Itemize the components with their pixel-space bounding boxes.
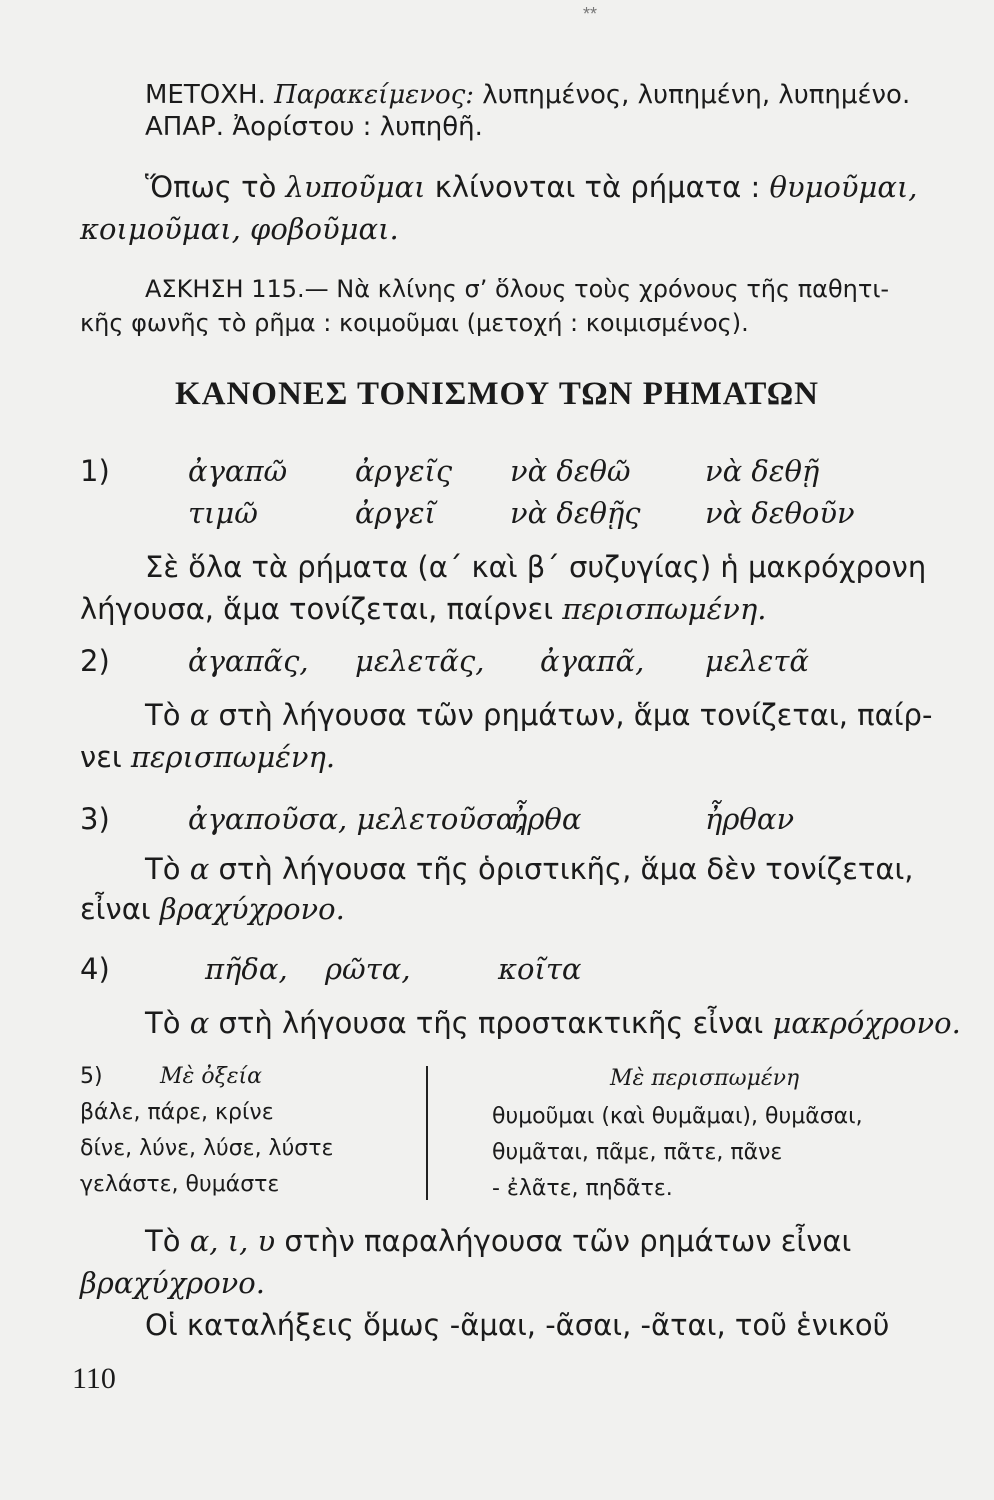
conjugate-lead: Ὅπως τὸ — [145, 170, 277, 204]
conjugate-verb: λυποῦμαι — [285, 170, 426, 204]
rule1-word: νὰ δεθοῦν — [705, 496, 855, 530]
rule4-text1a: Τὸ — [145, 1006, 181, 1040]
rule4-text1c: στὴ λήγουσα τῆς προστακτικῆς εἶναι — [218, 1006, 764, 1040]
rule4-text1d: μακρόχρονο. — [772, 1006, 961, 1040]
rule1-text2a: λήγουσα, ἅμα τονίζεται, παίρνει — [80, 592, 554, 626]
rule3-text2 — [80, 890, 345, 928]
closing-line1 — [145, 1222, 851, 1260]
rule2-word: μελετᾶ — [705, 644, 809, 678]
rule5-right-title: Μὲ περισπωμένη — [610, 1066, 800, 1091]
rule4-word: πῆδα, — [205, 952, 288, 986]
rule5-number: 5) — [80, 1064, 103, 1089]
rule5-left-item: δίνε, λύνε, λύσε, λύστε — [80, 1136, 334, 1161]
rule3-word: ἀγαποῦσα, μελετοῦσα, — [188, 802, 525, 836]
metoxi-line — [145, 78, 910, 112]
rule4-number: 4) — [80, 952, 110, 986]
rule5-left-item: βάλε, πάρε, κρίνε — [80, 1100, 274, 1125]
top-mark: ** — [583, 4, 598, 24]
section-heading: ΚΑΝΟΝΕΣ ΤΟΝΙΣΜΟΥ ΤΩΝ ΡΗΜΑΤΩΝ — [174, 376, 820, 412]
rule3-text1c: στὴ λήγουσα τῆς ὁριστικῆς, ἅμα δὲν τονίζεται, — [218, 852, 914, 886]
rule3-number: 3) — [80, 802, 110, 836]
rule1-text2b: περισπωμένη. — [562, 592, 767, 626]
rule1-word: ἀργεῖς — [355, 454, 453, 488]
column-divider — [426, 1066, 428, 1200]
rule1-word: τιμῶ — [188, 496, 258, 530]
exercise-line1: ΑΣΚΗΣΗ 115.— Νὰ κλίνης σ’ ὅλους τοὺς χρόνους τῆς παθητι- — [145, 275, 890, 303]
rule3-word: ἦρθαν — [705, 802, 795, 836]
rule2-text2b: περισπωμένη. — [130, 740, 336, 774]
rule3-text2a: εἶναι — [80, 892, 151, 926]
conjugate-note-line1 — [145, 168, 918, 206]
rule4-text1 — [145, 1004, 961, 1042]
page-number: 110 — [72, 1362, 116, 1395]
rule2-text1 — [145, 696, 932, 734]
rule1-word: νὰ δεθῶ — [510, 454, 631, 488]
metoxi-forms: λυπημένος, λυπημένη, λυπημένο. — [482, 80, 911, 110]
rule1-number: 1) — [80, 454, 110, 488]
rule1-word: ἀργεῖ — [355, 496, 436, 530]
rule5-left-item: γελάστε, θυμάστε — [80, 1172, 280, 1197]
exercise-line2: κῆς φωνῆς τὸ ρῆμα : κοιμοῦμαι (μετοχή : κοιμισμένος). — [80, 309, 749, 337]
rule3-text1a: Τὸ — [145, 852, 181, 886]
apar-label: ΑΠΑΡ. — [145, 112, 225, 142]
rule2-text1c: στὴ λήγουσα τῶν ρημάτων, ἅμα τονίζεται, παίρ- — [218, 698, 933, 732]
closing-line1b: α, ι, υ — [189, 1224, 276, 1258]
rule1-text2 — [80, 590, 766, 628]
rule2-word: ἀγαπᾶς, — [188, 644, 309, 678]
rule4-word: ρῶτα, — [325, 952, 411, 986]
rule3-text1 — [145, 850, 914, 888]
conjugate-verbs1: θυμοῦμαι, — [769, 170, 918, 204]
rule4-word: κοῖτα — [498, 952, 582, 986]
rule2-text1a: Τὸ — [145, 698, 181, 732]
rule5-right-item: θυμᾶται, πᾶμε, πᾶτε, πᾶνε — [492, 1140, 783, 1165]
metoxi-label: ΜΕΤΟΧΗ. — [145, 80, 266, 110]
apar-text: Ἀορίστου : λυπηθῆ. — [232, 112, 483, 142]
metoxi-tense: Παρακείμενος: — [274, 80, 475, 110]
closing-line1c: στὴν παραλήγουσα τῶν ρημάτων εἶναι — [284, 1224, 852, 1258]
rule2-word: ἀγαπᾶ, — [540, 644, 645, 678]
apar-line — [145, 110, 483, 144]
closing-line3: Οἱ καταλήξεις ὅμως -ᾶμαι, -ᾶσαι, -ᾶται, τοῦ ἑνικοῦ — [145, 1308, 890, 1342]
rule5-left-title: Μὲ ὀξεία — [160, 1064, 262, 1089]
rule2-word: μελετᾶς, — [355, 644, 485, 678]
rule2-text2a: νει — [80, 740, 122, 774]
rule2-text1b: α — [189, 698, 210, 732]
rule1-word: νὰ δεθῇ — [705, 454, 820, 488]
closing-line2: βραχύχρονο. — [80, 1266, 265, 1300]
rule1-word: ἀγαπῶ — [188, 454, 288, 488]
rule1-word: νὰ δεθῇς — [510, 496, 641, 530]
rule5-right-item: θυμοῦμαι (καὶ θυμᾶμαι), θυμᾶσαι, — [492, 1104, 863, 1129]
closing-line1a: Τὸ — [145, 1224, 181, 1258]
conjugate-note-line2: κοιμοῦμαι, φοβοῦμαι. — [80, 212, 399, 246]
rule3-word: ἦρθα — [510, 802, 582, 836]
rule2-text2 — [80, 738, 335, 776]
rule2-number: 2) — [80, 644, 110, 678]
rule3-text1b: α — [189, 852, 210, 886]
rule4-text1b: α — [189, 1006, 210, 1040]
rule1-text1: Σὲ ὅλα τὰ ρήματα (α΄ καὶ β΄ συζυγίας) ἡ μακρόχρονη — [145, 550, 927, 584]
rule5-right-item: - ἐλᾶτε, πηδᾶτε. — [492, 1176, 673, 1201]
rule3-text2b: βραχύχρονο. — [159, 892, 345, 926]
conjugate-mid: κλίνονται τὰ ρήματα : — [434, 170, 761, 204]
